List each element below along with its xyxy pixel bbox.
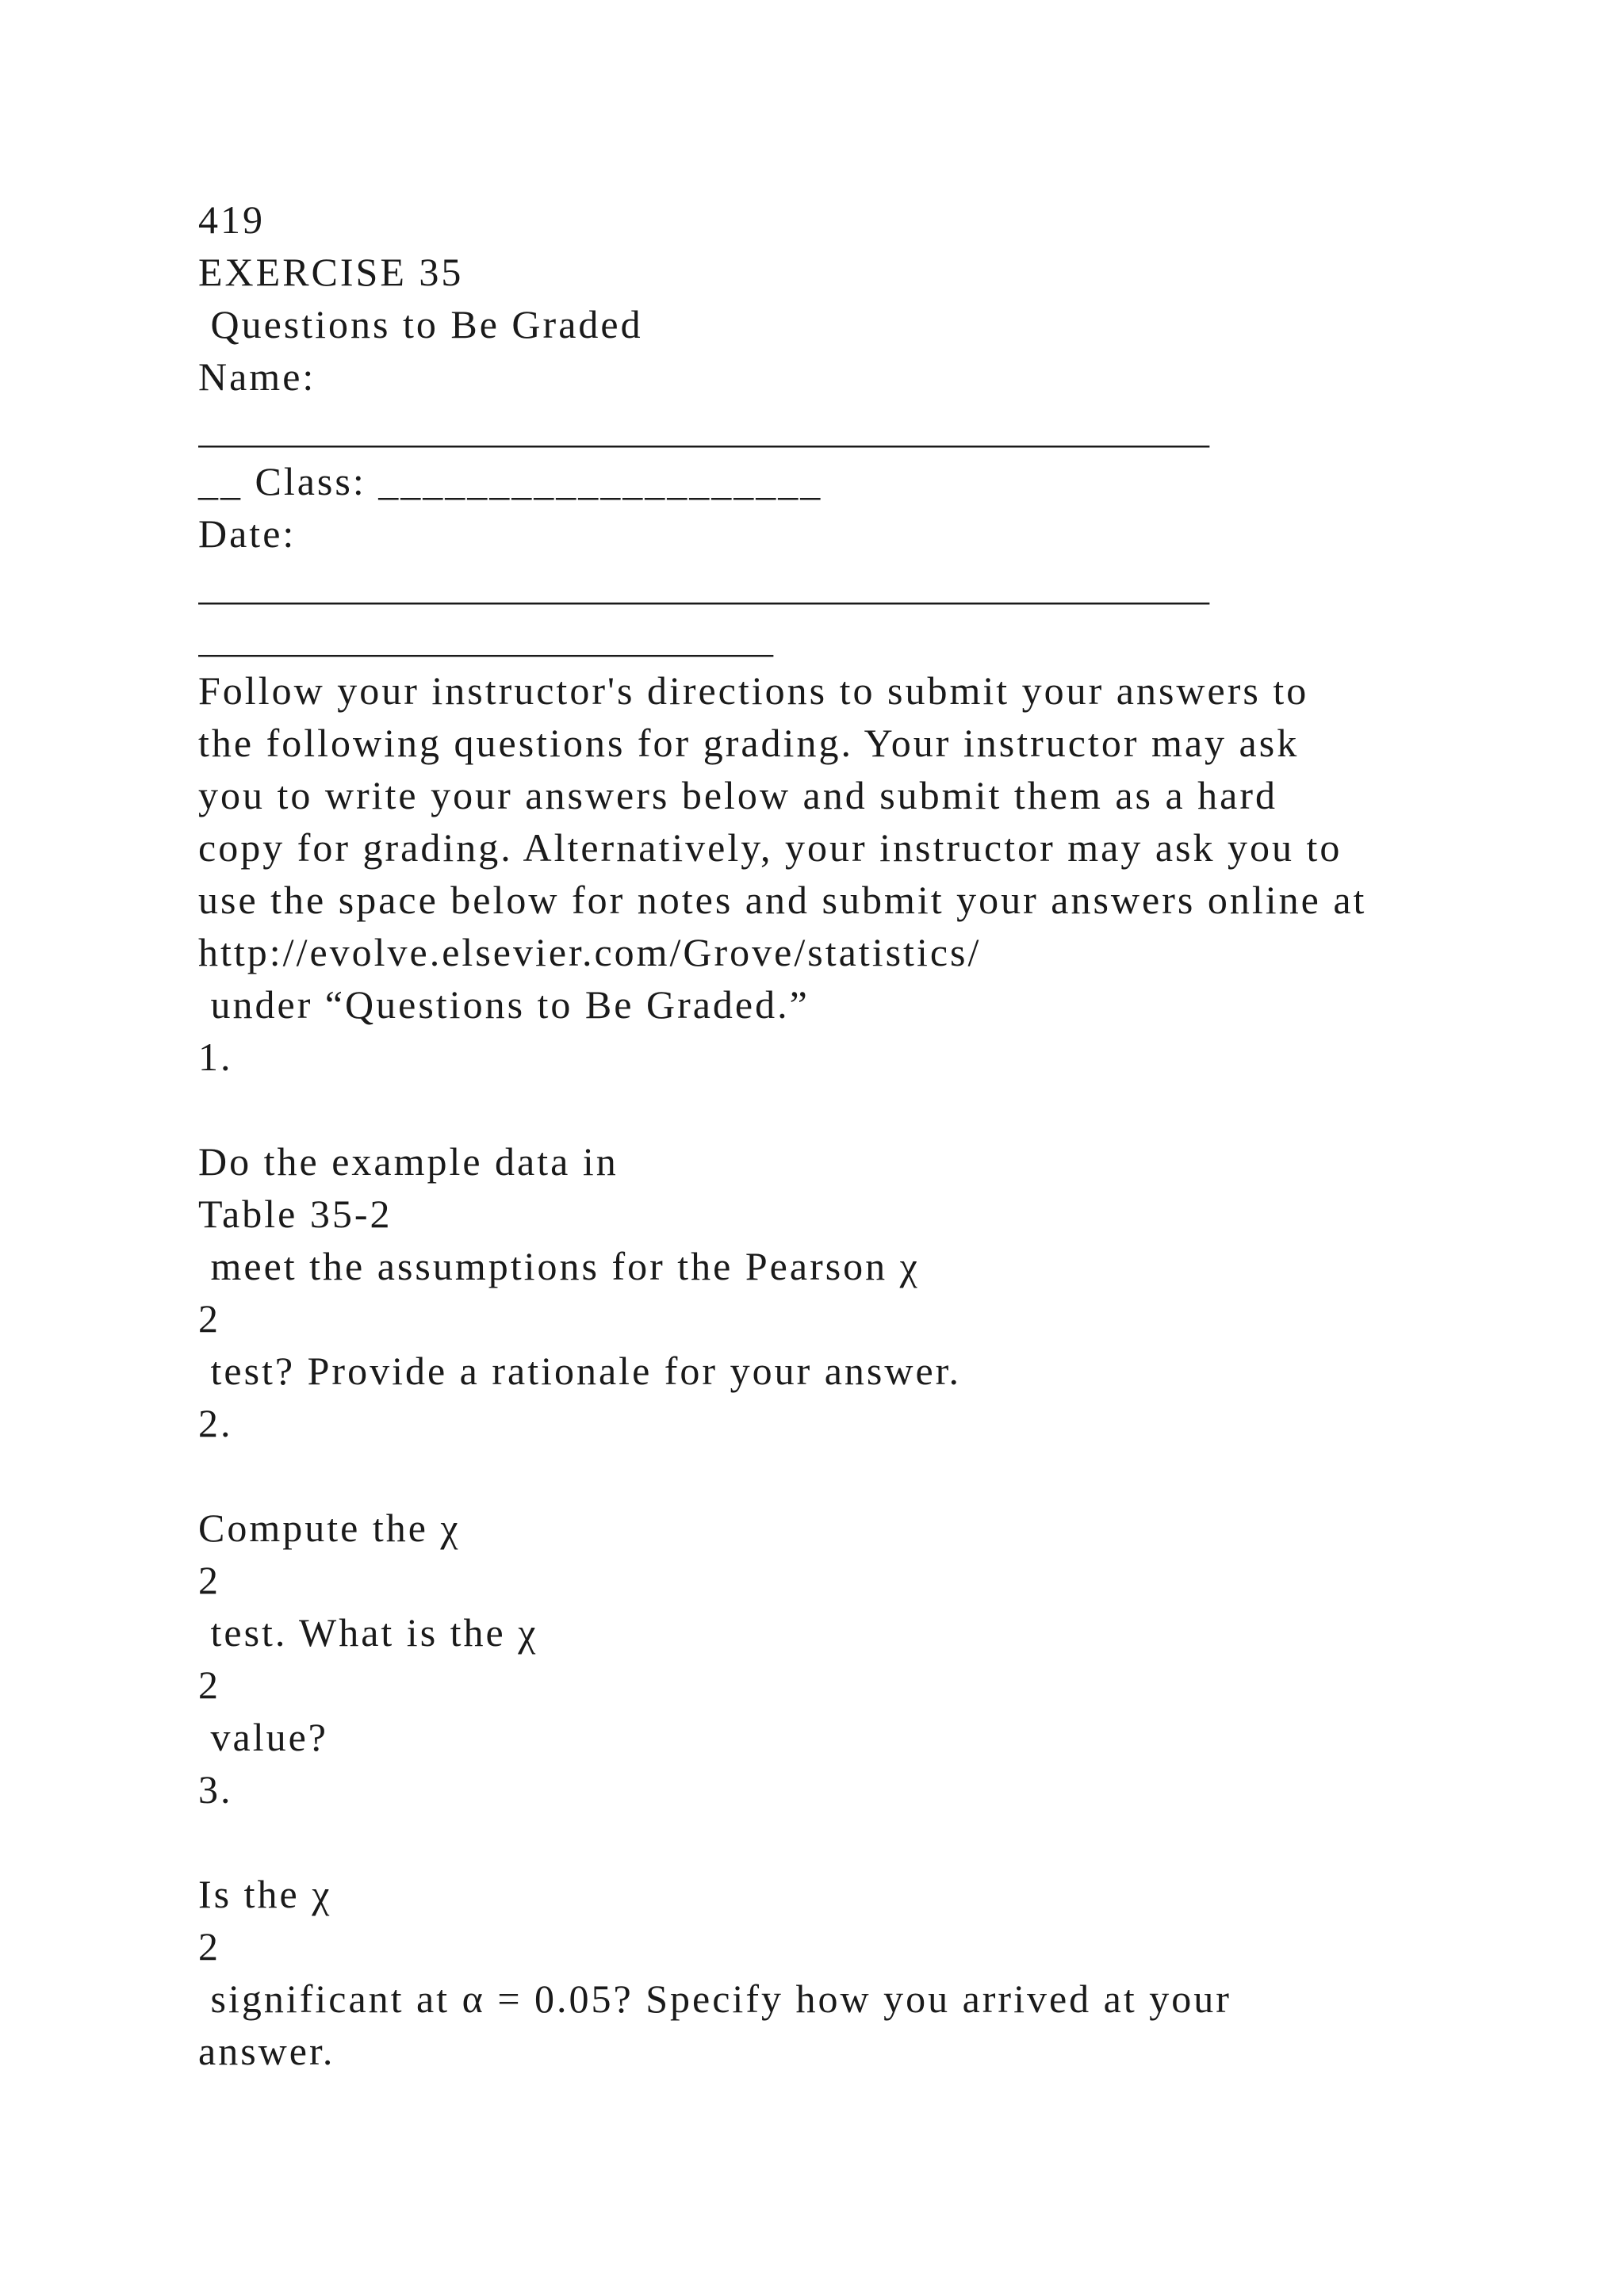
exercise-title: EXERCISE 35 xyxy=(198,250,464,294)
question-1-text: 2 xyxy=(198,1296,220,1341)
spacer xyxy=(198,1083,1483,1135)
name-rule: ___________________________________________________ xyxy=(198,407,1209,451)
question-3-text: answer. xyxy=(198,2029,335,2073)
spacer xyxy=(198,1816,1483,1868)
instruction-line: under “Questions to Be Graded.” xyxy=(198,982,810,1027)
date-rule-1: ___________________________________________________ xyxy=(198,564,1209,608)
question-2-text: test. What is the χ xyxy=(198,1610,538,1655)
instruction-line: Follow your instructor's directions to submit your answers to xyxy=(198,668,1309,713)
question-1-text: Table 35-2 xyxy=(198,1192,393,1236)
question-2-text: 2 xyxy=(198,1558,220,1602)
instruction-line: you to write your answers below and submit them as a hard xyxy=(198,773,1278,817)
instruction-url: http://evolve.elsevier.com/Grove/statistics/ xyxy=(198,930,982,974)
date-rule-2: _____________________________ xyxy=(198,616,773,660)
question-3-number: 3. xyxy=(198,1767,233,1812)
class-line: __ Class: ____________________ xyxy=(198,459,823,503)
question-1-number: 1. xyxy=(198,1035,233,1079)
question-3-text: 2 xyxy=(198,1924,220,1969)
page-number: 419 xyxy=(198,197,265,242)
question-2-text: Compute the χ xyxy=(198,1506,461,1550)
question-2-number: 2. xyxy=(198,1401,233,1445)
section-subtitle: Questions to Be Graded xyxy=(198,302,643,346)
name-label: Name: xyxy=(198,354,316,399)
document-page xyxy=(198,193,1483,2077)
instruction-line: use the space below for notes and submit your answers online at xyxy=(198,878,1367,922)
date-label: Date: xyxy=(198,511,297,556)
question-3-text: significant at α = 0.05? Specify how you arrived at your xyxy=(198,1976,1231,2021)
question-2-text: 2 xyxy=(198,1663,220,1707)
instruction-line: copy for grading. Alternatively, your instructor may ask you to xyxy=(198,825,1342,870)
question-1-text: test? Provide a rationale for your answer. xyxy=(198,1349,962,1393)
spacer xyxy=(198,1449,1483,1502)
question-1-text: Do the example data in xyxy=(198,1139,619,1184)
question-1-text: meet the assumptions for the Pearson χ xyxy=(198,1244,920,1288)
instruction-line: the following questions for grading. Your instructor may ask xyxy=(198,721,1300,765)
question-2-text: value? xyxy=(198,1715,328,1759)
question-3-text: Is the χ xyxy=(198,1872,332,1916)
